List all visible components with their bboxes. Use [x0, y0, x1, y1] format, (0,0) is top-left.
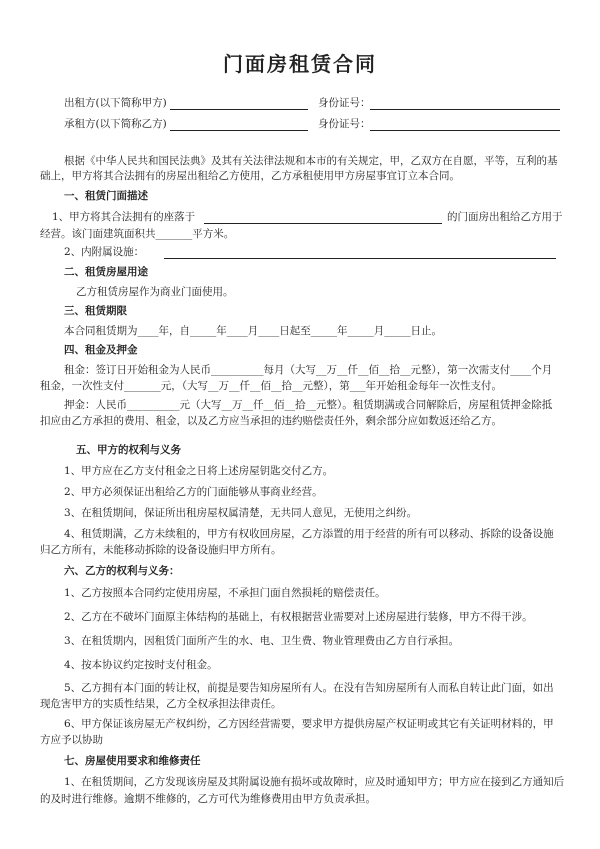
- document-title: 门面房租赁合同: [223, 52, 377, 76]
- section-5-heading: 五、甲方的权利与义务: [76, 444, 181, 456]
- s6-line-5: 5、乙方拥有本门面的转让权，前提是要告知房屋所有人。在没有告知房屋所有人而私自转让此门面，如出: [64, 682, 554, 694]
- s4-line-1: 租金：签订日开始租金为人民币__________每月（大写__万__仟__佰__拾__元整），第一次需支付____个月: [64, 364, 553, 376]
- s4-line-3: 押金：人民币__________元（大写__万__仟__佰__拾__元整）。租赁期满或合同解除后，房屋租赁押金除抵: [64, 399, 553, 411]
- s1-line-3: 2、内附属设施：: [64, 246, 145, 258]
- s3-line-1: 本合同租赁期为____年，自_____年____月____日起至_____年_____月_____日止。: [64, 325, 442, 337]
- s1-line-2: 经营。该门面建筑面积共_______平方米。: [40, 228, 235, 240]
- section-2-heading: 二、租赁房屋用途: [64, 266, 148, 278]
- lessor-name-blank: [170, 96, 308, 110]
- s5-line-3: 3、在租赁期间，保证所出租房屋权属清楚，无共同人意见，无使用之纠纷。: [64, 507, 418, 519]
- s5-line-5: 归乙方所有，未能移动拆除的设备设施归甲方所有。: [40, 544, 282, 556]
- s6-line-4: 4、按本协议约定按时支付租金。: [64, 659, 218, 671]
- s6-line-6: 现危害甲方的实质性结果，乙方全权承担法律责任。: [40, 698, 282, 710]
- s6-line-7: 6、甲方保证该房屋无产权纠纷，乙方因经营需要，要求甲方提供房屋产权证明或其它有关证明材料的，甲: [64, 718, 554, 730]
- s5-line-4: 4、租赁期满，乙方未续租的，甲方有权收回房屋，乙方添置的用于经营的所有可以移动、拆除的设备设施: [64, 528, 554, 540]
- s6-line-2: 2、乙方在不破坏门面原主体结构的基础上，有权根据营业需要对上述房屋进行装修，甲方不得干涉。: [64, 611, 533, 623]
- section-3-heading: 三、租赁期限: [64, 305, 127, 317]
- s6-line-1: 1、乙方按照本合同约定使用房屋，不承担门面自然损耗的赔偿责任。: [64, 587, 386, 599]
- s6-line-8: 方应予以协助: [40, 734, 103, 746]
- lessee-id-blank: [370, 117, 560, 131]
- section-4-heading: 四、租金及押金: [64, 344, 138, 356]
- intro-line-1: 根据《中华人民共和国民法典》及其有关法律法规和本市的有关规定，甲，乙双方在自愿，平等，互利的基: [64, 155, 558, 167]
- section-1-heading: 一、租赁门面描述: [64, 190, 148, 202]
- s1-line-1b: 的门面房出租给乙方用于: [447, 211, 563, 223]
- s2-line-1: 乙方租赁房屋作为商业门面使用。: [76, 286, 234, 298]
- s6-line-3: 3、在租赁期内，因租赁门面所产生的水、电、卫生费、物业管理费由乙方自行承担。: [64, 635, 460, 647]
- s4-line-4: 扣应由乙方承担的费用、租金，以及乙方应当承担的违约赔偿责任外，剩余部分应如数返还给乙方。: [40, 415, 502, 427]
- lessor-label: 出租方(以下简称甲方): [64, 97, 167, 109]
- s1-facilities-blank: [164, 245, 556, 259]
- section-6-heading: 六、乙方的权利与义务：: [64, 565, 180, 577]
- s5-line-1: 1、甲方应在乙方支付租金之日将上述房屋钥匙交付乙方。: [64, 465, 334, 477]
- s1-line-1a: 1、甲方将其合法拥有的座落于: [52, 211, 196, 223]
- intro-line-2: 础上，甲方将其合法拥有的房屋出租给乙方使用，乙方承租使用甲方房屋事宜订立本合同。: [40, 170, 460, 182]
- s5-line-2: 2、甲方必须保证出租给乙方的门面能够从事商业经营。: [64, 486, 323, 498]
- lessee-id-label: 身份证号：: [318, 118, 371, 130]
- s4-line-2: 租金，一次性支付_______元，（大写__万__仟__佰__拾__元整），第___年开始租金每年一次性支付。: [40, 380, 502, 392]
- section-7-heading: 七、房屋使用要求和维修责任: [64, 755, 201, 767]
- lessor-id-blank: [370, 96, 560, 110]
- lessor-id-label: 身份证号：: [318, 97, 371, 109]
- s7-line-2: 的及时进行维修。逾期不维修的，乙方可代为维修费用由甲方负责承担。: [40, 793, 376, 805]
- s1-location-blank: [204, 210, 442, 224]
- s7-line-1: 1、在租赁期间，乙方发现该房屋及其附属设施有损坏或故障时，应及时通知甲方；甲方应在接到乙方通知后: [64, 776, 565, 788]
- lessee-name-blank: [170, 117, 308, 131]
- lessee-label: 承租方(以下简称乙方): [64, 118, 167, 130]
